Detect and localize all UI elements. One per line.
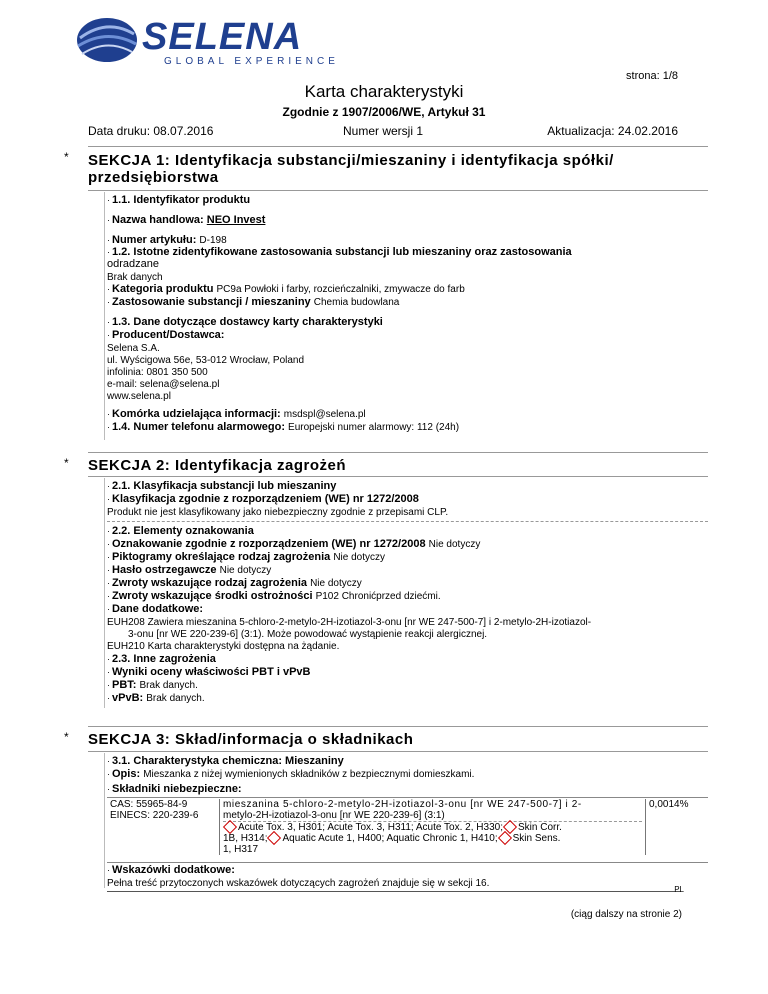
update-date: Aktualizacja: 24.02.2016 <box>547 124 678 138</box>
s2-euh210: EUH210 Karta charakterystyki dostępna na żądanie. <box>107 641 340 652</box>
section-3-title: SEKCJA 3: Skład/informacja o składnikach <box>88 731 414 748</box>
component-name-line-1: mieszanina 5-chloro-2-metylo-2H-izotiazol-3-onu [nr WE 247-500-7] i 2- <box>223 799 582 810</box>
s2-pbt-results: · Wyniki oceny właściwości PBT i vPvB <box>107 666 311 678</box>
s2-other-hazards: · 2.3. Inne zagrożenia <box>107 653 216 665</box>
einecs-number: EINECS: 220-239-6 <box>110 810 199 821</box>
change-marker: * <box>64 150 69 164</box>
s1-no-data: Brak danych <box>107 272 163 283</box>
s1-supplier-heading: · 1.3. Dane dotyczące dostawcy karty charakterystyki <box>107 316 383 328</box>
component-ids <box>107 799 220 855</box>
document-subtitle: Zgodnie z 1907/2006/WE, Artykuł 31 <box>282 105 486 119</box>
section-1-title-line-2: przedsiębiorstwa <box>88 169 219 186</box>
s3-additional-notes: · Wskazówki dodatkowe: <box>107 864 235 876</box>
component-name-cell <box>220 799 646 855</box>
s1-identified-uses: · 1.2. Istotne zidentyfikowane zastosowania substancji lub mieszaniny oraz zastosowania <box>107 246 572 258</box>
hazard-line-3: 1, H317 <box>223 844 259 855</box>
s1-identified-uses-cont: odradzane <box>107 258 159 270</box>
s1-article-number: · Numer artykułu: D-198 <box>107 234 227 246</box>
s2-classification-regulation: · Klasyfikacja zgodnie z rozporządzeniem (WE) nr 1272/2008 <box>107 493 419 505</box>
s1-product-category: · Kategoria produktu PC9a Powłoki i farby, rozcieńczalniki, zmywacze do farb <box>107 283 465 295</box>
print-date: Data druku: 08.07.2016 <box>88 124 214 138</box>
s1-emergency-phone: · 1.4. Numer telefonu alarmowego: Europejski numer alarmowy: 112 (24h) <box>107 421 460 433</box>
cas-number: CAS: 55965-84-9 <box>110 799 188 810</box>
s2-classification-heading: · 2.1. Klasyfikacja substancji lub mieszaniny <box>107 480 337 492</box>
s2-precautionary-statements: · Zwroty wskazujące środki ostrożności P102 Chronićprzed dziećmi. <box>107 590 441 602</box>
s2-vpvb: · vPvB: Brak danych. <box>107 692 205 704</box>
s2-euh208-line-1: EUH208 Zawiera mieszanina 5-chloro-2-metylo-2H-izotiazol-3-onu [nr WE 247-500-7] i 2-metylo-2H-izotiazol- <box>107 617 592 628</box>
s1-address-4: e-mail: selena@selena.pl <box>107 379 220 390</box>
s3-chemical-characterization: · 3.1. Charakterystyka chemiczna: Mieszaniny <box>107 755 344 767</box>
logo-tagline: GLOBAL EXPERIENCE <box>164 56 339 67</box>
continued-note: (ciąg dalszy na stronie 2) <box>570 909 682 920</box>
s1-address-2: ul. Wyścigowa 56e, 53-012 Wrocław, Poland <box>107 355 305 366</box>
s2-additional-info: · Dane dodatkowe: <box>107 603 204 615</box>
selena-logo <box>72 14 372 72</box>
s1-product-identifier: · 1.1. Identyfikator produktu <box>107 194 251 206</box>
component-name-line-2: metylo-2H-izotiazol-3-onu [nr WE 220-239-6] (3:1) <box>223 810 642 822</box>
s2-signal-word: · Hasło ostrzegawcze Nie dotyczy <box>107 564 272 576</box>
s3-description: · Opis: Mieszanka z niżej wymienionych składników z bezpiecznymi domieszkami. <box>107 768 475 780</box>
change-marker: * <box>64 730 69 744</box>
s1-address-3: infolinia: 0801 350 500 <box>107 367 208 378</box>
version-number: Numer wersji 1 <box>343 124 424 138</box>
section-2-title: SEKCJA 2: Identyfikacja zagrożeń <box>88 457 347 474</box>
components-table <box>107 799 708 855</box>
s1-info-unit: · Komórka udzielająca informacji: msdspl@selena.pl <box>107 408 366 420</box>
s1-use: · Zastosowanie substancji / mieszaniny Chemia budowlana <box>107 296 400 308</box>
section-1-header <box>88 152 708 186</box>
logo-wordmark: SELENA <box>142 16 303 58</box>
s2-euh208-line-2: 3-onu [nr WE 220-239-6] (3:1). Może powodować wystąpienie reakcji alergicznej. <box>128 629 488 640</box>
s1-address-1: Selena S.A. <box>107 343 160 354</box>
environment-hazard-icon <box>267 831 281 845</box>
s2-label-elements: · 2.2. Elementy oznakowania <box>107 525 254 537</box>
s2-hazard-statements: · Zwroty wskazujące rodzaj zagrożenia Nie dotyczy <box>107 577 362 589</box>
s1-producer: · Producent/Dostawca: <box>107 329 225 341</box>
table-row <box>107 799 708 855</box>
hazard-line-2: 1B, H314; Aquatic Acute 1, H400; Aquatic Chronic 1, H410; Skin Sens. <box>223 833 561 844</box>
language-code: PL <box>674 885 684 894</box>
s2-not-classified: Produkt nie jest klasyfikowany jako niebezpieczny zgodnie z przepisami CLP. <box>107 507 449 518</box>
s1-trade-name: · Nazwa handlowa: NEO Invest <box>107 214 266 226</box>
s1-address-5: www.selena.pl <box>107 391 171 402</box>
s2-pictograms: · Piktogramy określające rodzaj zagrożenia Nie dotyczy <box>107 551 386 563</box>
component-percentage: 0,0014% <box>649 799 689 810</box>
hazard-line-1: Acute Tox. 3, H301; Acute Tox. 3, H311; Acute Tox. 2, H330; Skin Corr. <box>223 822 642 833</box>
change-marker: * <box>64 456 69 470</box>
page-number: strona: 1/8 <box>626 70 678 82</box>
s3-dangerous-components: · Składniki niebezpieczne: <box>107 783 242 795</box>
s2-labelling: · Oznakowanie zgodnie z rozporządzeniem (WE) nr 1272/2008 Nie dotyczy <box>107 538 481 550</box>
s3-full-text-note: Pełna treść przytoczonych wskazówek dotyczących zagrożeń znajduje się w sekcji 16. <box>107 878 490 889</box>
section-1-title-line-1: SEKCJA 1: Identyfikacja substancji/mieszaniny i identyfikacja spółki/ <box>88 152 614 169</box>
document-title: Karta charakterystyki <box>304 82 464 101</box>
s2-pbt: · PBT: Brak danych. <box>107 679 198 691</box>
